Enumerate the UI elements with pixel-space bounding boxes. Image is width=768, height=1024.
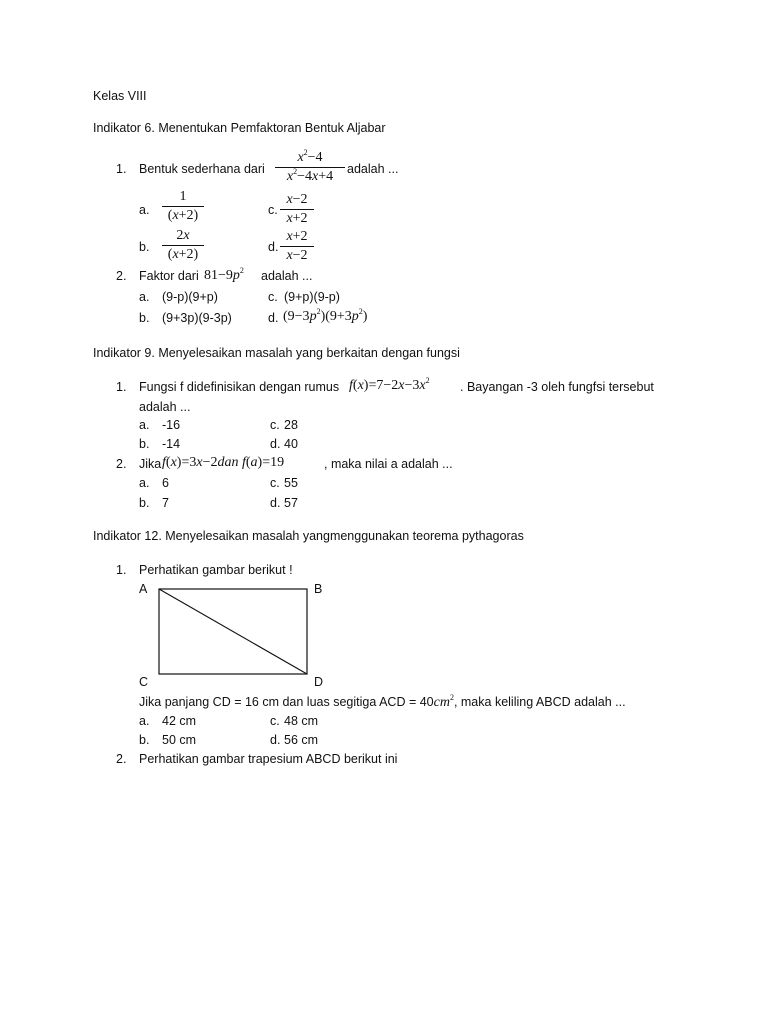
option-c-text: 55 (284, 476, 298, 490)
option-d-fraction (280, 229, 314, 264)
question-text-line2: adalah ... (139, 400, 191, 414)
section-title-indikator-6: Indikator 6. Menentukan Pemfaktoran Bentuk Aljabar (93, 121, 386, 135)
option-label-c: c. (268, 290, 278, 304)
option-label-a: a. (139, 714, 150, 728)
option-label-d: d. (268, 311, 279, 325)
option-label-a: a. (139, 476, 150, 490)
rectangle-diagram (155, 586, 311, 678)
option-label-b: b. (139, 240, 150, 254)
question-text-end: , maka nilai a adalah ... (324, 457, 453, 471)
fraction-denominator: (x+2) (162, 245, 204, 263)
option-c-text: 28 (284, 418, 298, 432)
question-number: 2. (116, 457, 127, 471)
question-text: Bentuk sederhana dari (139, 162, 265, 176)
question-text: Jika (139, 457, 162, 471)
option-label-d: d. (270, 733, 281, 747)
question-text-body (139, 695, 626, 710)
section-title-indikator-12: Indikator 12. Menyelesaikan masalah yangmenggunakan teorema pythagoras (93, 529, 524, 543)
option-b-text: 7 (162, 496, 169, 510)
option-b-text: 50 cm (162, 733, 197, 747)
option-b-text: -14 (162, 437, 181, 451)
unit-expression: $cm^2$ (433, 693, 454, 710)
option-a-fraction (162, 189, 204, 224)
option-label-c: c. (268, 203, 278, 217)
option-label-c: c. (270, 714, 280, 728)
option-b-text: (9+3p)(9-3p) (162, 311, 232, 325)
question-fraction (275, 150, 345, 185)
section-title-indikator-9: Indikator 9. Menyelesaikan masalah yang berkaitan dengan fungsi (93, 346, 460, 360)
class-label: Kelas VIII (93, 89, 147, 103)
question-text-end: adalah ... (347, 162, 399, 176)
option-label-d: d. (270, 437, 281, 451)
option-label-a: a. (139, 418, 150, 432)
question-number: 1. (116, 380, 127, 394)
question-text: Faktor dari (139, 269, 199, 283)
option-d-text: 57 (284, 496, 298, 510)
question-text-end: . Bayangan -3 oleh fungfsi tersebut (460, 380, 654, 394)
question-expression: f(x)=3x−2dan f(a)=19 (162, 455, 285, 470)
question-number: 2. (116, 269, 127, 283)
question-text-pre: Jika panjang CD = 16 cm dan luas segitiga ACD = 40 (139, 695, 434, 709)
option-c-fraction (280, 192, 314, 227)
option-label-b: b. (139, 311, 150, 325)
option-a-text: -16 (162, 418, 181, 432)
question-number: 1. (116, 563, 127, 577)
fraction-numerator: x+2 (286, 229, 308, 244)
fraction-denominator: x+2 (280, 209, 314, 227)
option-b-fraction (162, 228, 204, 263)
question-number: 1. (116, 162, 127, 176)
option-a-text: (9-p)(9+p) (162, 290, 218, 304)
option-d-expression: $(9-3p^2)(9+3p^2)$ (283, 307, 368, 324)
option-label-c: c. (270, 476, 280, 490)
vertex-label-a: A (139, 582, 148, 596)
vertex-label-b: B (314, 582, 323, 596)
option-c-text: (9+p)(9-p) (284, 290, 340, 304)
fraction-numerator: 1 (179, 189, 187, 204)
question-expression: $f(x)=7-2x-3x^2$ (349, 376, 430, 393)
option-c-text: 48 cm (284, 714, 319, 728)
option-label-b: b. (139, 437, 150, 451)
vertex-label-d: D (314, 675, 324, 689)
diagonal-ad (159, 589, 307, 674)
option-label-a: a. (139, 203, 150, 217)
vertex-label-c: C (139, 675, 149, 689)
question-text: Perhatikan gambar trapesium ABCD berikut ini (139, 752, 398, 766)
question-text: Perhatikan gambar berikut ! (139, 563, 293, 577)
question-text-end: adalah ... (261, 269, 313, 283)
fraction-denominator: x−2 (280, 246, 314, 264)
option-a-text: 42 cm (162, 714, 197, 728)
option-label-c: c. (270, 418, 280, 432)
question-text: Fungsi f didefinisikan dengan rumus (139, 380, 340, 394)
fraction-denominator: $x^2-4x+4$ (275, 167, 345, 185)
option-d-text: 56 cm (284, 733, 319, 747)
option-label-d: d. (268, 240, 279, 254)
option-label-b: b. (139, 733, 150, 747)
option-label-d: d. (270, 496, 281, 510)
option-label-b: b. (139, 496, 150, 510)
fraction-numerator: x−2 (286, 192, 308, 207)
fraction-denominator: (x+2) (162, 206, 204, 224)
question-text-post: , maka keliling ABCD adalah ... (453, 695, 626, 709)
fraction-numerator: $x^2-4$ (297, 148, 323, 165)
question-expression: $81-9p^2$ (204, 266, 244, 283)
option-a-text: 6 (162, 476, 169, 490)
option-d-text: 40 (284, 437, 298, 451)
question-number: 2. (116, 752, 127, 766)
option-label-a: a. (139, 290, 150, 304)
fraction-numerator: 2x (176, 228, 190, 243)
